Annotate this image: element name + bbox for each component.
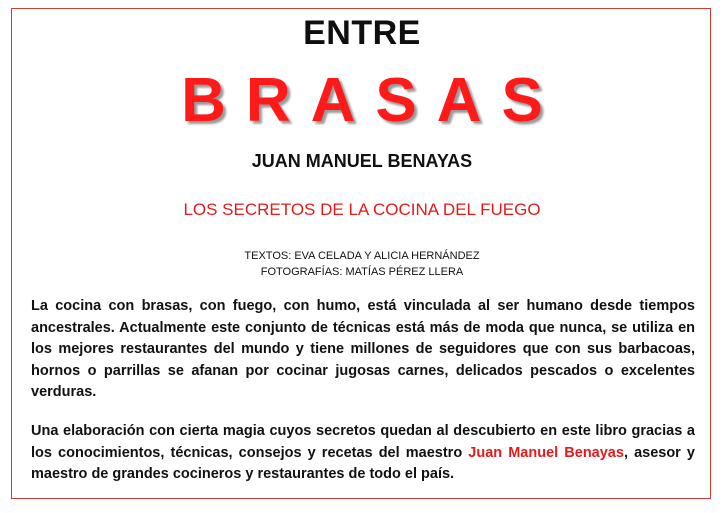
author-name: JUAN MANUEL BENAYAS (251, 151, 473, 171)
credits-photos: FOTOGRAFÍAS: MATÍAS PÉREZ LLERA (260, 266, 464, 278)
credits-texts: TEXTOS: EVA CELADA Y ALICIA HERNÁNDEZ (244, 250, 480, 262)
description-paragraph-1: La cocina con brasas, con fuego, con humo, está vinculada al ser humano desde tiempos ancestrales. Actualmente este conjunto de técnicas está más de moda que nunca, se utiliza en los mejores restaurantes del mundo y tiene millones de seguidores que con sus barbacoas, hornos o parrillas se afanan por cocinar jugosas carnes, delicados pescados o excelentes verduras. (31, 298, 695, 400)
title-entre: ENTRE (303, 14, 421, 52)
book-subtitle: LOS SECRETOS DE LA COCINA DEL FUEGO (183, 200, 541, 219)
title-brasas: BRASAS (181, 66, 563, 135)
paragraph-2-text-before: Una elaboración con cierta magia cuyos secretos quedan al descubierto en este libro gracias a los conocimientos, técnicas, consejos y recetas del maestro (31, 423, 695, 461)
description-paragraph-2 (31, 421, 695, 486)
paragraph-2-text-after: , asesor y maestro de grandes cocineros y restaurantes de todo el país. (31, 444, 695, 482)
credits-block (0, 248, 724, 280)
author-highlight: Juan Manuel Benayas (468, 444, 624, 461)
